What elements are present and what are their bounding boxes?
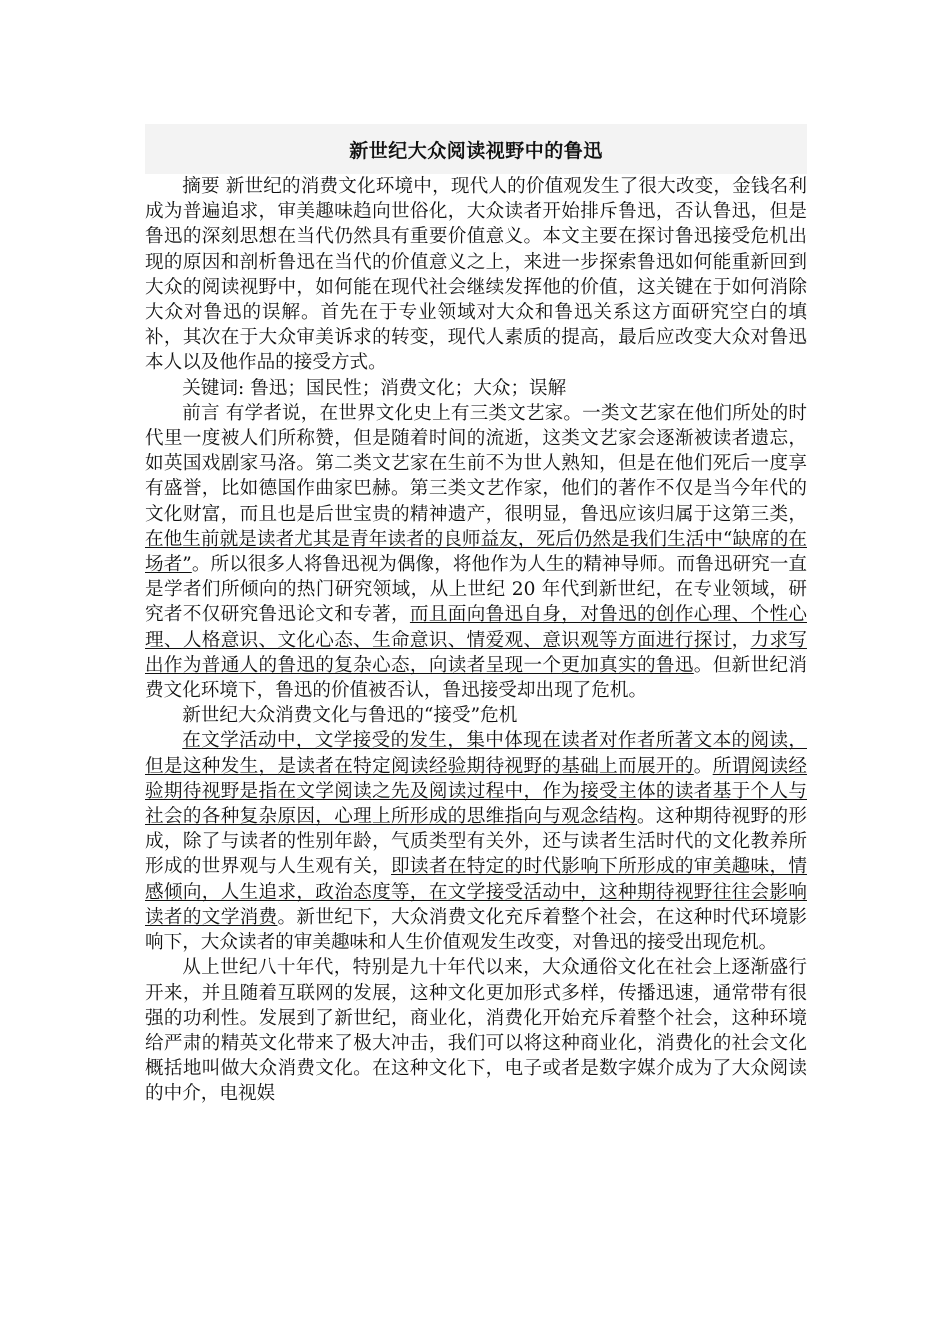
preface-text-1: 前言 有学者说，在世界文化史上有三类文艺家。一类文艺家在他们所处的时代里一度被人们所称赞，但是随着时间的流逝，这类文艺家会逐渐被读者遗忘，如英国戏剧家马洛。第二类文艺家在生前不为世人熟知，但是在他们死后一度享有盛誉，比如德国作曲家巴赫。第三类文艺作家，他们的著作不仅是当今年代的文化财富，而且也是后世宝贵的精神遗产，很明显，鲁迅应该归属于这第三类， <box>145 402 807 525</box>
section-text-3: 。新世纪下，大众消费文化充斥着整个社会，在这种时代环境影响下，大众读者的审美趣味和人生价值观发生改变，对鲁迅的接受出现危机。 <box>145 906 807 954</box>
title-bar <box>145 124 807 174</box>
section-underlined-2: 所谓阅读经验期待视野是指在文学阅读之先及阅读过程中，作为接受主体的读者基于个人与社会的各种复杂原因，心理上所形成的思维指向与观念结构 <box>145 755 807 828</box>
section-underlined-3: 即读者在特定的时代影响下所形成的审美趣味，情感倾向，人生追求，政治态度等，在文学接受活动中，这种期待视野往往会影响读者的文学消费 <box>145 856 807 928</box>
section-text-1: 。 <box>693 755 713 777</box>
document-page <box>145 124 807 1107</box>
keywords-line: 关键词: 鲁迅；国民性；消费文化；大众；误解 <box>182 377 567 399</box>
preface-text-3: ， <box>731 629 751 651</box>
document-title: 新世纪大众阅读视野中的鲁迅 <box>349 139 603 162</box>
preface-underlined-1: 在他生前就是读者尤其是青年读者的良师益友，死后仍然是我们生活中“缺席的在场者” <box>145 528 807 576</box>
section-paragraph-1 <box>145 728 807 955</box>
preface-text-4: 。但新世纪消费文化环境下，鲁迅的价值被否认，鲁迅接受却出现了危机。 <box>145 654 807 702</box>
section-underlined-1: 在文学活动中，文学接受的发生，集中体现在读者对作者所著文本的阅读，但是这种发生，是读者在特定阅读经验期待视野的基础上而展开的 <box>145 730 807 777</box>
preface-underlined-3: 力求写出作为普通人的鲁迅的复杂心态，向读者呈现一个更加真实的鲁迅 <box>145 629 807 676</box>
section-heading: 新世纪大众消费文化与鲁迅的“接受”危机 <box>182 705 518 727</box>
document-body <box>145 174 807 1107</box>
abstract-paragraph: 摘要 新世纪的消费文化环境中，现代人的价值观发生了很大改变，金钱名利成为普遍追求，审美趣味趋向世俗化，大众读者开始排斥鲁迅，否认鲁迅，但是鲁迅的深刻思想在当代仍然具有重要价值意义。本文主要在探讨鲁迅接受危机出现的原因和剖析鲁迅在当代的价值意义之上，来进一步探索鲁迅如何能重新回到大众的阅读视野中，如何能在现代社会继续发挥他的价值，这关键在于如何消除大众对鲁迅的误解。首先在于专业领域对大众和鲁迅关系这方面研究空白的填补，其次在于大众审美诉求的转变，现代人素质的提高，最后应改变大众对鲁迅本人以及他作品的接受方式。 <box>145 176 807 374</box>
preface-paragraph <box>145 401 807 703</box>
preface-text-2: 。所以很多人将鲁迅视为偶像，将他作为人生的精神导师。而鲁迅研究一直是学者们所倾向的热门研究领域，从上世纪 20 年代到新世纪，在专业领域，研究者不仅研究鲁迅论文和专著， <box>145 554 807 626</box>
preface-underlined-2: 而且面向鲁迅自身，对鲁迅的创作心理、个性心理、人格意识、文化心态、生命意识、情爱观、意识观等方面进行探讨 <box>145 604 807 651</box>
section-text-2: 。这种期待视野的形成，除了与读者的性别年龄，气质类型有关外，还与读者生活时代的文化教养所形成的世界观与人生观有关， <box>145 806 807 878</box>
section-paragraph-2: 从上世纪八十年代，特别是九十年代以来，大众通俗文化在社会上逐渐盛行开来，并且随着互联网的发展，这种文化更加形式多样，传播迅速，通常带有很强的功利性。发展到了新世纪，商业化，消费化开始充斥着整个社会，这种环境给严肃的精英文化带来了极大冲击，我们可以将这种商业化，消费化的社会文化概括地叫做大众消费文化。在这种文化下，电子或者是数字媒介成为了大众阅读的中介，电视娱 <box>145 957 807 1105</box>
